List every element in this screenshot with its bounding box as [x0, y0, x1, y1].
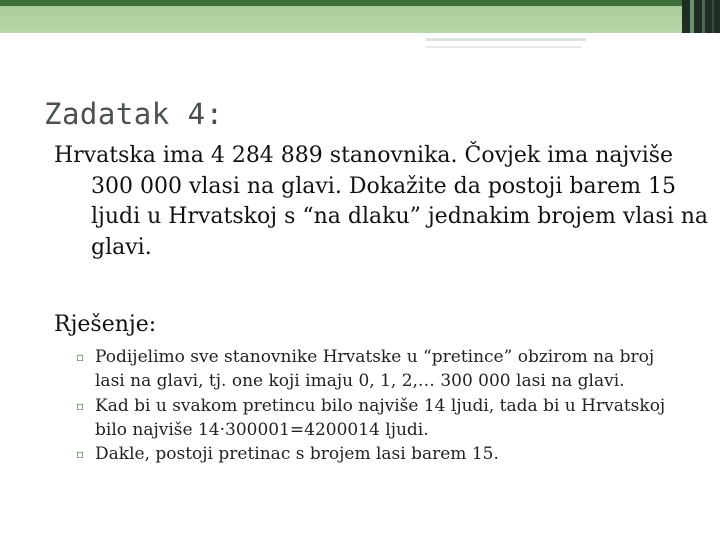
corner-stripe — [690, 0, 694, 33]
solution-bullet — [76, 345, 686, 394]
solution-bullet — [76, 442, 686, 466]
bullet-marker-icon: ▫ — [76, 447, 85, 462]
bullet-marker-icon: ▫ — [76, 398, 85, 413]
solution-bullet-list — [76, 345, 686, 466]
corner-stripe — [702, 0, 705, 33]
header-band-light — [0, 6, 682, 33]
solution-bullet — [76, 394, 686, 443]
corner-stripe — [712, 0, 714, 33]
header-decor-line — [426, 46, 581, 48]
bullet-marker-icon: ▫ — [76, 350, 85, 364]
slide-title: Zadatak 4: — [44, 97, 224, 131]
problem-statement: Hrvatska ima 4 284 889 stanovnika. Čovjek ima najviše 300 000 vlasi na glavi. Dokažite da postoji barem 15 ljudi u Hrvatskoj s “na dlaku” jednakim brojem vlasi na glavi. — [54, 143, 709, 260]
bullet-text: Dakle, postoji pretinac s brojem lasi barem 15. — [95, 444, 499, 465]
bullet-text: Kad bi u svakom pretincu bilo najviše 14 ljudi, tada bi u Hrvatskoj bilo najviše 14·300001=4200014 ljudi. — [95, 395, 666, 440]
header-corner-block — [682, 0, 720, 33]
bullet-text: Podijelimo sve stanovnike Hrvatske u “pretince” obzirom na broj lasi na glavi, tj. one koji imaju 0, 1, 2,… 300 000 lasi na glavi. — [95, 347, 655, 392]
solution-heading: Rješenje: — [54, 312, 157, 337]
header-decor-line — [426, 38, 586, 41]
